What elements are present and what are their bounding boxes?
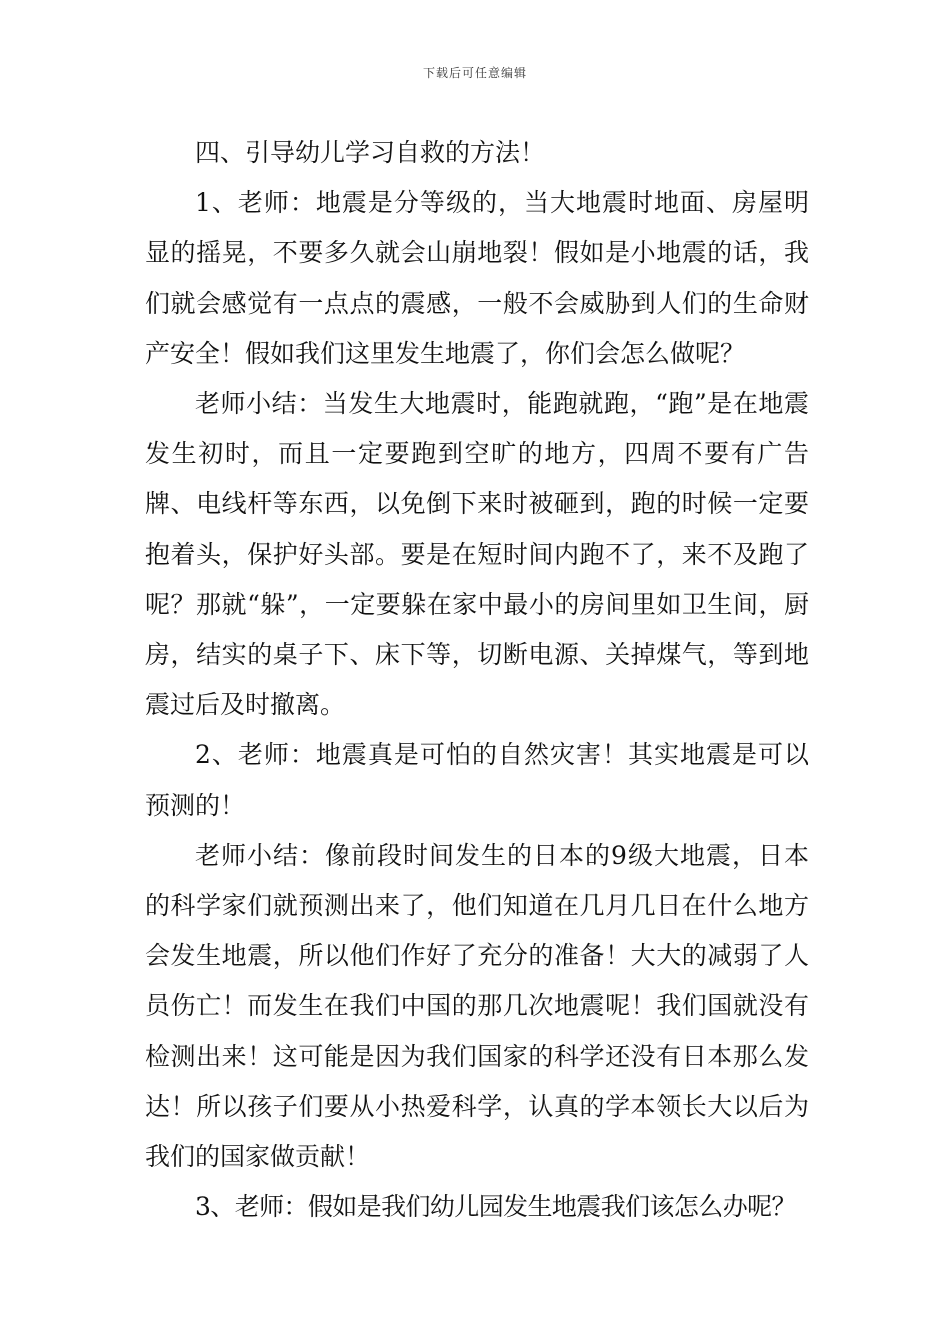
paragraph-summary-2: 老师小结：像前段时间发生的日本的9级大地震，日本的科学家们就预测出来了，他们知道在几月几日在什么地方会发生地震，所以他们作好了充分的准备！大大的减弱了人员伤亡！而发生在我们中国的那几次地震呢！我们国就没有检测出来！这可能是因为我们国家的科学还没有日本那么发达！所以孩子们要从小热爱科学，认真的学本领长大以后为我们的国家做贡献！: [145, 840, 809, 1172]
page-header-note: 下载后可任意编辑: [422, 66, 527, 80]
paragraph-teacher-1: 1、老师：地震是分等级的，当大地震时地面、房屋明显的摇晃，不要多久就会山崩地裂！假如是小地震的话，我们就会感觉有一点点的震感，一般不会威胁到人们的生命财产安全！假如我们这里发生地震了，你们会怎么做呢？: [145, 188, 809, 368]
paragraph-summary-1: 老师小结：当发生大地震时，能跑就跑，“跑”是在地震发生初时，而且一定要跑到空旷的地方，四周不要有广告牌、电线杆等东西，以免倒下来时被砸到，跑的时候一定要抱着头，保护好头部。要是在短时间内跑不了，来不及跑了呢？那就“躲”，一定要躲在家中最小的房间里如卫生间，厨房，结实的桌子下、床下等，切断电源、关掉煤气，等到地震过后及时撤离。: [145, 389, 809, 720]
paragraph-teacher-2: 2、老师：地震真是可怕的自然灾害！其实地震是可以预测的！: [145, 740, 809, 820]
paragraph-teacher-3: 3、老师：假如是我们幼儿园发生地震我们该怎么办呢？: [195, 1192, 796, 1222]
section-heading: 四、引导幼儿学习自救的方法！: [195, 138, 546, 167]
document-body: [145, 128, 809, 1232]
